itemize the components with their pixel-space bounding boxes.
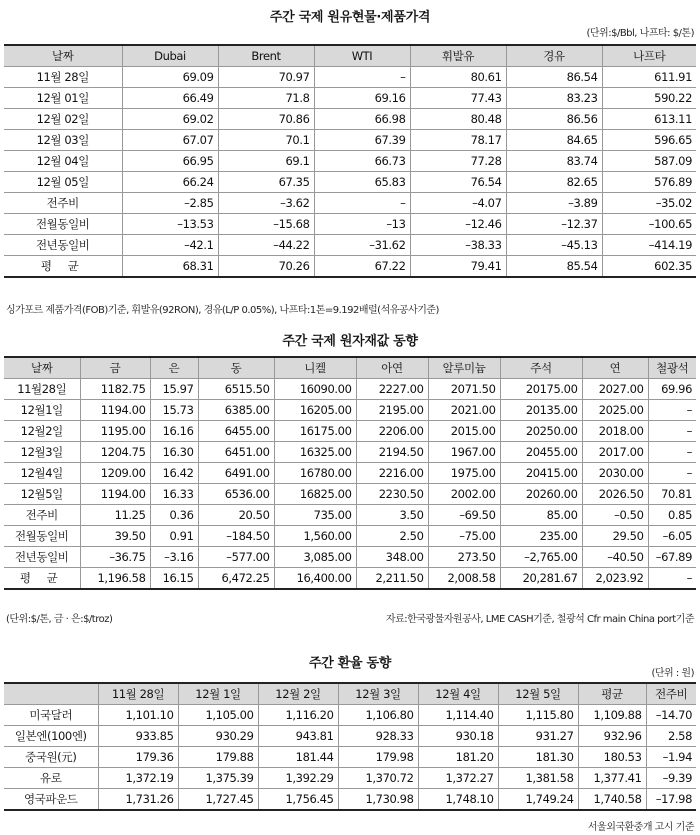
metal-value-cell: –2,765.00: [500, 547, 582, 568]
oil-value-cell: –13.53: [122, 214, 218, 235]
oil-value-cell: 69.09: [122, 67, 218, 88]
oil-value-cell: –13: [314, 214, 410, 235]
metal-row-label: 평 균: [4, 568, 80, 590]
metal-table-row: [4, 568, 696, 590]
fx-value-cell: 1,101.10: [98, 705, 178, 726]
oil-header-cell: 나프타: [602, 45, 696, 67]
fx-value-cell: 181.20: [418, 747, 498, 768]
metal-value-cell: –: [648, 463, 696, 484]
fx-value-cell: –17.98: [646, 789, 696, 811]
metal-value-cell: 2227.00: [356, 379, 428, 400]
metal-value-cell: 11.25: [80, 505, 150, 526]
fx-value-cell: 1,109.88: [578, 705, 646, 726]
metal-value-cell: 16.33: [150, 484, 198, 505]
oil-table-row: [4, 67, 696, 88]
metal-value-cell: –36.75: [80, 547, 150, 568]
metal-value-cell: –: [648, 442, 696, 463]
fx-value-cell: 1,116.20: [258, 705, 338, 726]
metal-row-label: 12월5일: [4, 484, 80, 505]
oil-table-row: [4, 151, 696, 172]
oil-row-label: 12월 02일: [4, 109, 122, 130]
fx-row-label: 유로: [4, 768, 98, 789]
metal-value-cell: 16.16: [150, 421, 198, 442]
metal-value-cell: 16780.00: [274, 463, 356, 484]
metal-table-row: [4, 379, 696, 400]
oil-value-cell: 77.28: [410, 151, 506, 172]
fx-value-cell: 179.88: [178, 747, 258, 768]
metal-value-cell: 735.00: [274, 505, 356, 526]
metal-value-cell: 6451.00: [198, 442, 274, 463]
metal-value-cell: 2,023.92: [582, 568, 648, 590]
metal-header-cell: 금: [80, 357, 150, 379]
oil-row-label: 평 균: [4, 256, 122, 278]
metal-value-cell: 1,196.58: [80, 568, 150, 590]
metal-value-cell: 3.50: [356, 505, 428, 526]
metal-value-cell: 0.91: [150, 526, 198, 547]
fx-value-cell: 1,392.29: [258, 768, 338, 789]
oil-value-cell: 83.74: [506, 151, 602, 172]
fx-value-cell: –14.70: [646, 705, 696, 726]
fx-value-cell: 931.27: [498, 726, 578, 747]
metal-value-cell: 6491.00: [198, 463, 274, 484]
metal-row-label: 12월2일: [4, 421, 80, 442]
oil-table-row: [4, 193, 696, 214]
fx-row-label: 중국원(元): [4, 747, 98, 768]
oil-value-cell: –4.07: [410, 193, 506, 214]
metal-header-cell: 연: [582, 357, 648, 379]
fx-unit-note: (단위 : 원): [651, 668, 694, 679]
metal-value-cell: –75.00: [428, 526, 500, 547]
fx-rate-table: [4, 682, 696, 811]
oil-row-label: 12월 05일: [4, 172, 122, 193]
fx-value-cell: 1,730.98: [338, 789, 418, 811]
fx-header-cell: 평균: [578, 683, 646, 705]
metal-value-cell: 20175.00: [500, 379, 582, 400]
oil-value-cell: 79.41: [410, 256, 506, 278]
oil-value-cell: 66.73: [314, 151, 410, 172]
oil-value-cell: –: [314, 67, 410, 88]
metal-value-cell: 16175.00: [274, 421, 356, 442]
metal-value-cell: 2017.00: [582, 442, 648, 463]
oil-value-cell: 70.26: [218, 256, 314, 278]
oil-value-cell: 613.11: [602, 109, 696, 130]
fx-header-row: [4, 683, 696, 705]
fx-value-cell: 2.58: [646, 726, 696, 747]
fx-value-cell: 1,740.58: [578, 789, 646, 811]
metal-value-cell: 16325.00: [274, 442, 356, 463]
fx-value-cell: 180.53: [578, 747, 646, 768]
fx-value-cell: 1,372.19: [98, 768, 178, 789]
metal-value-cell: 20455.00: [500, 442, 582, 463]
oil-footnote: 싱가포르 제품가격(FOB)기준, 휘발유(92RON), 경유(L/P 0.05%), 나프타:1톤=9.192배럴(석유공사기준): [6, 305, 439, 316]
metal-value-cell: 20.50: [198, 505, 274, 526]
fx-table-row: [4, 726, 696, 747]
metal-value-cell: 2195.00: [356, 400, 428, 421]
oil-header-cell: Brent: [218, 45, 314, 67]
fx-value-cell: 179.98: [338, 747, 418, 768]
metal-value-cell: –3.16: [150, 547, 198, 568]
oil-value-cell: 66.24: [122, 172, 218, 193]
metal-table-title: 주간 국제 원자재값 동향: [282, 334, 418, 349]
fx-value-cell: 1,731.26: [98, 789, 178, 811]
metal-value-cell: 29.50: [582, 526, 648, 547]
oil-value-cell: 84.65: [506, 130, 602, 151]
fx-table-title: 주간 환율 동향: [309, 656, 391, 671]
fx-table-row: [4, 747, 696, 768]
metal-value-cell: 2,008.58: [428, 568, 500, 590]
oil-value-cell: 66.98: [314, 109, 410, 130]
metal-value-cell: –: [648, 400, 696, 421]
metal-value-cell: 6515.50: [198, 379, 274, 400]
metal-value-cell: –184.50: [198, 526, 274, 547]
fx-table-row: [4, 789, 696, 811]
oil-value-cell: 67.35: [218, 172, 314, 193]
metal-header-cell: 날짜: [4, 357, 80, 379]
fx-source-note: 서울외국환중개 고시 기준: [587, 822, 694, 833]
metal-value-cell: 16205.00: [274, 400, 356, 421]
metal-value-cell: 16825.00: [274, 484, 356, 505]
fx-value-cell: 179.36: [98, 747, 178, 768]
fx-value-cell: 1,748.10: [418, 789, 498, 811]
oil-value-cell: 86.56: [506, 109, 602, 130]
oil-value-cell: 69.16: [314, 88, 410, 109]
metal-table-row: [4, 400, 696, 421]
oil-value-cell: –414.19: [602, 235, 696, 256]
metal-row-label: 전주비: [4, 505, 80, 526]
oil-row-label: 전년동일비: [4, 235, 122, 256]
fx-value-cell: 1,727.45: [178, 789, 258, 811]
fx-value-cell: 943.81: [258, 726, 338, 747]
oil-header-cell: 휘발유: [410, 45, 506, 67]
metal-value-cell: 348.00: [356, 547, 428, 568]
metal-value-cell: 1975.00: [428, 463, 500, 484]
fx-header-cell: 전주비: [646, 683, 696, 705]
oil-value-cell: –2.85: [122, 193, 218, 214]
metal-value-cell: 1195.00: [80, 421, 150, 442]
metal-value-cell: 2216.00: [356, 463, 428, 484]
oil-value-cell: 86.54: [506, 67, 602, 88]
metal-value-cell: 2002.00: [428, 484, 500, 505]
metal-value-cell: –40.50: [582, 547, 648, 568]
metal-header-cell: 아연: [356, 357, 428, 379]
metal-value-cell: 1967.00: [428, 442, 500, 463]
oil-value-cell: 66.49: [122, 88, 218, 109]
oil-value-cell: 70.1: [218, 130, 314, 151]
oil-value-cell: –35.02: [602, 193, 696, 214]
metal-value-cell: 2230.50: [356, 484, 428, 505]
oil-value-cell: 83.23: [506, 88, 602, 109]
metal-value-cell: 2026.50: [582, 484, 648, 505]
metal-value-cell: 2027.00: [582, 379, 648, 400]
metal-value-cell: 39.50: [80, 526, 150, 547]
metal-value-cell: 85.00: [500, 505, 582, 526]
metal-price-table: [4, 356, 696, 590]
metal-header-cell: 철광석: [648, 357, 696, 379]
fx-value-cell: 1,377.41: [578, 768, 646, 789]
oil-value-cell: –12.46: [410, 214, 506, 235]
metal-value-cell: 2025.00: [582, 400, 648, 421]
fx-header-cell: 12월 5일: [498, 683, 578, 705]
metal-table-row: [4, 547, 696, 568]
metal-table-row: [4, 505, 696, 526]
metal-unit-note: (단위:$/톤, 금 · 은:$/troz): [6, 614, 113, 625]
metal-value-cell: 2206.00: [356, 421, 428, 442]
metal-header-cell: 니켈: [274, 357, 356, 379]
oil-value-cell: 611.91: [602, 67, 696, 88]
oil-table-row: [4, 88, 696, 109]
metal-value-cell: 70.81: [648, 484, 696, 505]
metal-value-cell: 6,472.25: [198, 568, 274, 590]
fx-value-cell: 1,105.00: [178, 705, 258, 726]
metal-value-cell: 2015.00: [428, 421, 500, 442]
oil-value-cell: –42.1: [122, 235, 218, 256]
metal-value-cell: –69.50: [428, 505, 500, 526]
metal-value-cell: 1209.00: [80, 463, 150, 484]
oil-value-cell: –100.65: [602, 214, 696, 235]
oil-value-cell: –31.62: [314, 235, 410, 256]
oil-header-row: [4, 45, 696, 67]
oil-header-cell: 날짜: [4, 45, 122, 67]
fx-table-row: [4, 768, 696, 789]
metal-header-cell: 알루미늄: [428, 357, 500, 379]
metal-value-cell: 16.15: [150, 568, 198, 590]
metal-value-cell: 0.85: [648, 505, 696, 526]
metal-value-cell: 1,560.00: [274, 526, 356, 547]
oil-value-cell: 67.07: [122, 130, 218, 151]
oil-value-cell: 77.43: [410, 88, 506, 109]
metal-source-note: 자료:한국광물자원공사, LME CASH기준, 철광석 Cfr main China port기준: [385, 614, 694, 625]
fx-header-cell: 11월 28일: [98, 683, 178, 705]
metal-table-row: [4, 463, 696, 484]
oil-row-label: 전월동일비: [4, 214, 122, 235]
metal-table-row: [4, 484, 696, 505]
oil-row-label: 전주비: [4, 193, 122, 214]
oil-value-cell: 85.54: [506, 256, 602, 278]
metal-value-cell: 6536.00: [198, 484, 274, 505]
fx-value-cell: 1,114.40: [418, 705, 498, 726]
fx-value-cell: 930.29: [178, 726, 258, 747]
oil-value-cell: 602.35: [602, 256, 696, 278]
fx-value-cell: 1,370.72: [338, 768, 418, 789]
fx-value-cell: 1,115.80: [498, 705, 578, 726]
oil-table-row: [4, 172, 696, 193]
oil-header-cell: Dubai: [122, 45, 218, 67]
oil-row-label: 12월 01일: [4, 88, 122, 109]
metal-value-cell: 20415.00: [500, 463, 582, 484]
fx-value-cell: 1,381.58: [498, 768, 578, 789]
metal-value-cell: 2030.00: [582, 463, 648, 484]
fx-value-cell: 1,749.24: [498, 789, 578, 811]
oil-value-cell: –38.33: [410, 235, 506, 256]
fx-header-cell: [4, 683, 98, 705]
oil-table-row: [4, 214, 696, 235]
metal-row-label: 전월동일비: [4, 526, 80, 547]
fx-value-cell: 1,375.39: [178, 768, 258, 789]
metal-value-cell: 20250.00: [500, 421, 582, 442]
metal-value-cell: 69.96: [648, 379, 696, 400]
metal-value-cell: 15.73: [150, 400, 198, 421]
fx-value-cell: –1.94: [646, 747, 696, 768]
metal-value-cell: –67.89: [648, 547, 696, 568]
oil-value-cell: –3.62: [218, 193, 314, 214]
metal-row-label: 12월1일: [4, 400, 80, 421]
metal-value-cell: 3,085.00: [274, 547, 356, 568]
oil-value-cell: 587.09: [602, 151, 696, 172]
metal-value-cell: 15.97: [150, 379, 198, 400]
metal-value-cell: 16.42: [150, 463, 198, 484]
metal-value-cell: 1204.75: [80, 442, 150, 463]
metal-value-cell: 20260.00: [500, 484, 582, 505]
oil-value-cell: –45.13: [506, 235, 602, 256]
oil-value-cell: 82.65: [506, 172, 602, 193]
oil-table-row: [4, 256, 696, 278]
oil-value-cell: 67.39: [314, 130, 410, 151]
oil-value-cell: 596.65: [602, 130, 696, 151]
metal-value-cell: 6455.00: [198, 421, 274, 442]
metal-value-cell: 1182.75: [80, 379, 150, 400]
metal-value-cell: 6385.00: [198, 400, 274, 421]
fx-value-cell: 932.96: [578, 726, 646, 747]
metal-table-row: [4, 442, 696, 463]
oil-value-cell: 78.17: [410, 130, 506, 151]
fx-header-cell: 12월 4일: [418, 683, 498, 705]
metal-value-cell: 273.50: [428, 547, 500, 568]
oil-value-cell: 69.1: [218, 151, 314, 172]
oil-value-cell: –: [314, 193, 410, 214]
metal-value-cell: 20135.00: [500, 400, 582, 421]
metal-value-cell: 20,281.67: [500, 568, 582, 590]
fx-value-cell: 933.85: [98, 726, 178, 747]
fx-row-label: 일본엔(100엔): [4, 726, 98, 747]
fx-value-cell: –9.39: [646, 768, 696, 789]
fx-value-cell: 1,756.45: [258, 789, 338, 811]
oil-value-cell: –15.68: [218, 214, 314, 235]
metal-value-cell: 2021.00: [428, 400, 500, 421]
oil-table-row: [4, 235, 696, 256]
fx-table-row: [4, 705, 696, 726]
metal-value-cell: 16.30: [150, 442, 198, 463]
metal-table-row: [4, 526, 696, 547]
oil-value-cell: 69.02: [122, 109, 218, 130]
fx-value-cell: 1,372.27: [418, 768, 498, 789]
oil-row-label: 12월 03일: [4, 130, 122, 151]
metal-value-cell: 16,400.00: [274, 568, 356, 590]
oil-value-cell: 65.83: [314, 172, 410, 193]
metal-table-row: [4, 421, 696, 442]
metal-header-cell: 주석: [500, 357, 582, 379]
oil-table-row: [4, 130, 696, 151]
oil-value-cell: 590.22: [602, 88, 696, 109]
metal-value-cell: 2,211.50: [356, 568, 428, 590]
metal-value-cell: –: [648, 568, 696, 590]
fx-value-cell: 181.44: [258, 747, 338, 768]
oil-row-label: 11월 28일: [4, 67, 122, 88]
metal-header-row: [4, 357, 696, 379]
metal-row-label: 11월28일: [4, 379, 80, 400]
oil-value-cell: –3.89: [506, 193, 602, 214]
metal-row-label: 12월4일: [4, 463, 80, 484]
oil-unit-note: (단위:$/Bbl, 나프타: $/톤): [586, 28, 694, 39]
metal-value-cell: –0.50: [582, 505, 648, 526]
metal-value-cell: 0.36: [150, 505, 198, 526]
metal-value-cell: 2194.50: [356, 442, 428, 463]
fx-value-cell: 930.18: [418, 726, 498, 747]
oil-value-cell: 576.89: [602, 172, 696, 193]
metal-value-cell: –577.00: [198, 547, 274, 568]
metal-value-cell: 2071.50: [428, 379, 500, 400]
oil-value-cell: 80.48: [410, 109, 506, 130]
metal-header-cell: 은: [150, 357, 198, 379]
oil-value-cell: 76.54: [410, 172, 506, 193]
metal-value-cell: 1194.00: [80, 400, 150, 421]
oil-value-cell: –12.37: [506, 214, 602, 235]
oil-table-row: [4, 109, 696, 130]
oil-row-label: 12월 04일: [4, 151, 122, 172]
oil-value-cell: 67.22: [314, 256, 410, 278]
metal-value-cell: 2.50: [356, 526, 428, 547]
oil-value-cell: 70.86: [218, 109, 314, 130]
oil-value-cell: 68.31: [122, 256, 218, 278]
oil-value-cell: 70.97: [218, 67, 314, 88]
metal-value-cell: 16090.00: [274, 379, 356, 400]
fx-header-cell: 12월 3일: [338, 683, 418, 705]
fx-value-cell: 928.33: [338, 726, 418, 747]
oil-value-cell: 71.8: [218, 88, 314, 109]
fx-header-cell: 12월 1일: [178, 683, 258, 705]
metal-value-cell: –6.05: [648, 526, 696, 547]
oil-value-cell: 80.61: [410, 67, 506, 88]
metal-value-cell: 1194.00: [80, 484, 150, 505]
oil-header-cell: WTI: [314, 45, 410, 67]
fx-row-label: 영국파운드: [4, 789, 98, 811]
metal-value-cell: 235.00: [500, 526, 582, 547]
oil-value-cell: 66.95: [122, 151, 218, 172]
oil-value-cell: –44.22: [218, 235, 314, 256]
oil-table-title: 주간 국제 원유현물·제품가격: [269, 10, 431, 25]
fx-value-cell: 181.30: [498, 747, 578, 768]
metal-value-cell: 2018.00: [582, 421, 648, 442]
fx-value-cell: 1,106.80: [338, 705, 418, 726]
fx-header-cell: 12월 2일: [258, 683, 338, 705]
metal-header-cell: 동: [198, 357, 274, 379]
oil-header-cell: 경유: [506, 45, 602, 67]
metal-row-label: 12월3일: [4, 442, 80, 463]
metal-row-label: 전년동일비: [4, 547, 80, 568]
oil-price-table: [4, 44, 696, 278]
fx-row-label: 미국달러: [4, 705, 98, 726]
metal-value-cell: –: [648, 421, 696, 442]
